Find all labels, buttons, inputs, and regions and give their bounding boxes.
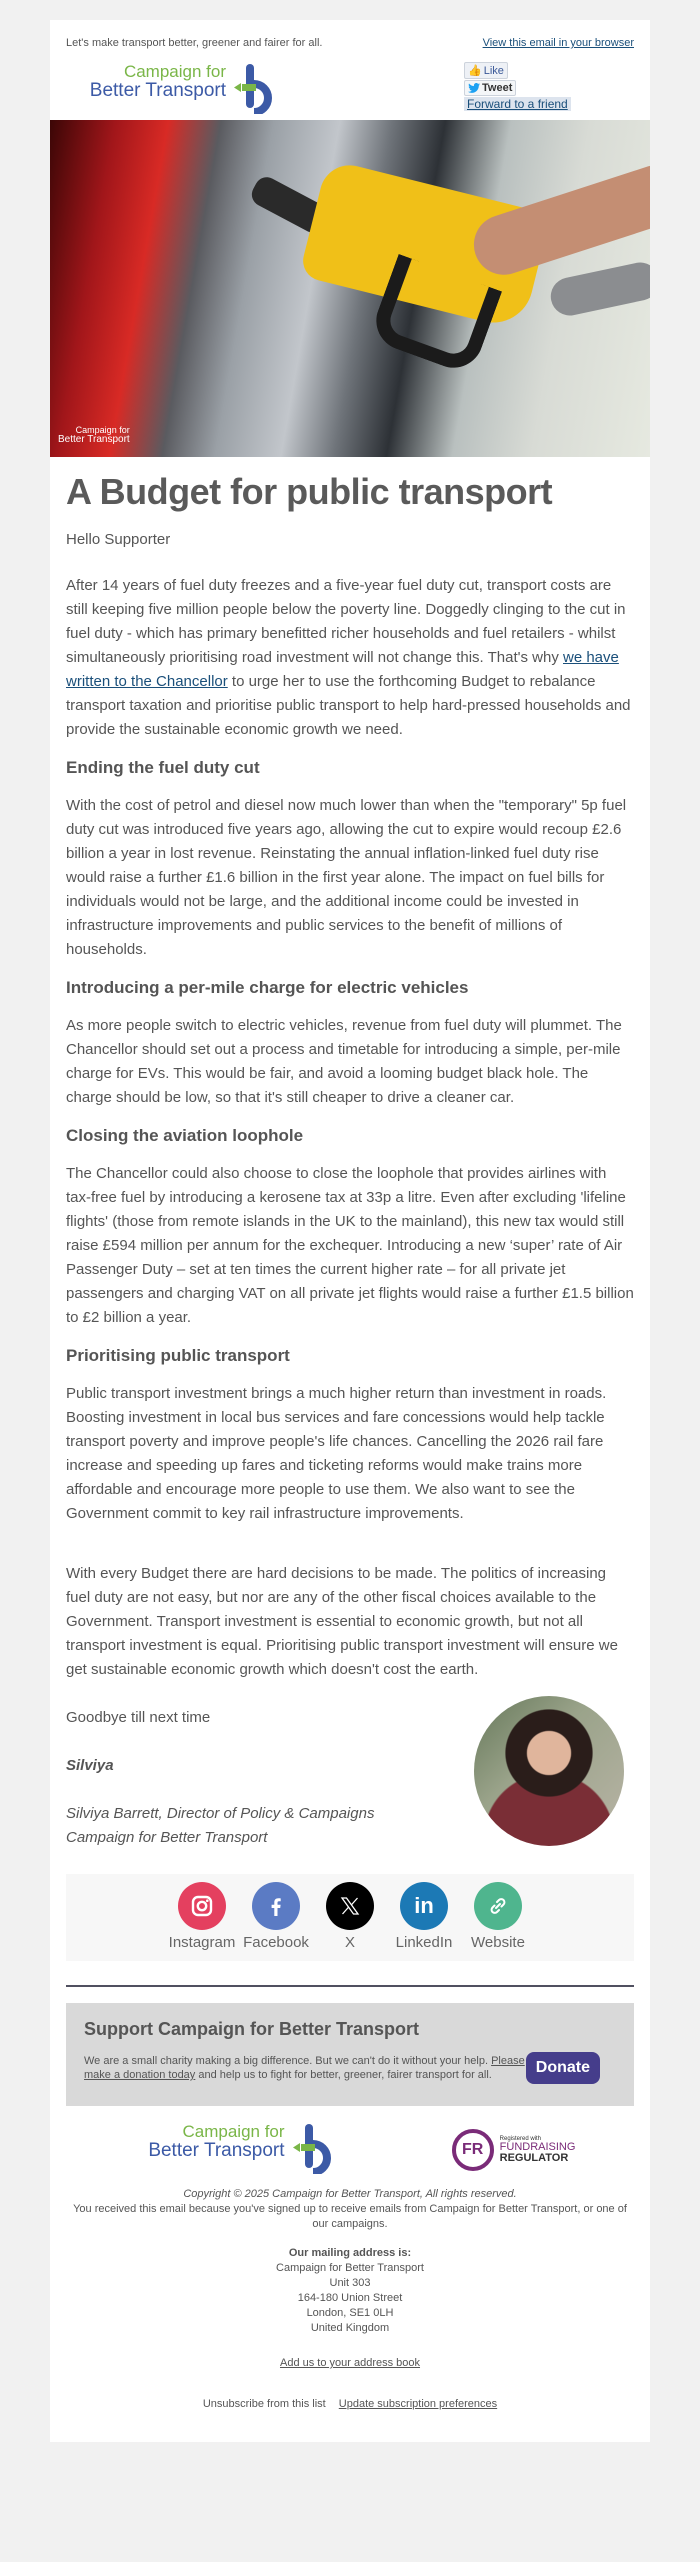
footer-logos [66,2106,634,2187]
signup-reason: You received this email because you've signed up to receive emails from Campaign for Better Transport, or one of our campaigns. [73,2203,627,2230]
signoff [66,1696,634,1850]
address-line: London, SE1 0LH [306,2307,394,2319]
fr-line1: Registered with [499,2135,542,2142]
support-text [84,2054,526,2082]
social-linkedin[interactable] [392,1882,456,1951]
signature-name: Silviya [66,1757,114,1774]
support-text-1: We are a small charity making a big difference. But we can't do it without your help. [84,2055,492,2067]
social-label: Instagram [168,1934,236,1951]
signer-avatar [474,1696,624,1846]
instagram-icon [178,1882,226,1930]
preheader [50,20,650,50]
hero-watermark [58,425,130,445]
tagline: Let's make transport better, greener and fairer for all. [66,37,323,49]
footer-links [66,2397,634,2412]
signer-title: Silviya Barrett, Director of Policy & Campaigns [66,1805,375,1822]
logo-line2: Better Transport [148,2140,285,2161]
address-line: 164-180 Union Street [297,2292,403,2304]
address-line: Campaign for Better Transport [276,2262,424,2274]
watermark-line2: Better Transport [58,434,130,445]
social-label: Website [471,1934,525,1951]
fundraising-regulator-badge[interactable] [452,2129,576,2171]
linkedin-icon: in [400,1882,448,1930]
logo-b-icon [234,64,276,114]
thumbs-up-icon: 👍 [468,65,482,77]
article-title: A Budget for public transport [66,471,553,512]
fr-badge-icon: FR [452,2129,494,2171]
fuel-hose [547,259,650,319]
intro-paragraph [66,574,634,742]
watermark-line1: Campaign for [75,425,130,435]
tweet-label: Tweet [482,82,513,94]
social-label: Facebook [243,1934,309,1951]
section-text-public-transport: Public transport investment brings a much higher return than investment in roads. Boosting investment in local bus services and fare concessions would help tackle transport poverty and improve people's life chances. Cancelling the 2026 rail fare increase and speeding up fares and ticketing reforms would make trains more affordable and encourage more people to use them. We also want to see the Government commit to key rail infrastructure improvements. [66,1385,607,1522]
intro-text-1: After 14 years of fuel duty freezes and a five-year fuel duty cut, transport costs are still keeping five million people below the poverty line. Doggedly clinging to the cut in fuel duty - which has primary benefitted richer households and fuel retailers - whilst simultaneously prioritising road investment will not change this. That's why [66,577,626,666]
closing-paragraph: With every Budget there are hard decisions to be made. The politics of increasing fuel duty are not easy, but nor are any of the other fiscal choices available to the Government. Transport investment is essential to economic growth, but not all transport investment is equal. Prioritising public transport investment will ensure we get sustainable economic growth which doesn't cost the earth. [66,1565,618,1678]
logo-line2: Better Transport [89,80,226,101]
section-text-aviation: The Chancellor could also choose to close the loophole that provides airlines with tax-free fuel by introducing a kerosene tax at 33p a litre. Even after excluding 'lifeline flights' (those from remote islands in the UK to the mainland), this new tax would still raise £594 million per annum for the exchequer. Introducing a new ‘super’ rate of Air Passenger Duty – set at ten times the current higher rate – for all private jet passengers and charging VAT on all private jet flights would raise a further £1.5 billion to £2 billion a year. [66,1165,634,1326]
logo-line1: Campaign for [123,62,226,81]
fr-text [500,2136,576,2164]
like-button[interactable] [464,62,508,79]
social-x[interactable] [318,1882,382,1951]
unsubscribe-link[interactable]: Unsubscribe from this list [202,2398,326,2410]
article-body [50,471,650,2412]
fr-line2: FUNDRAISING [499,2140,576,2153]
share-buttons [464,62,634,112]
forward-to-friend-link[interactable]: Forward to a friend [464,97,571,111]
support-box [66,2003,634,2106]
intro-text-2: to urge her to use the forthcoming Budget to rebalance transport taxation and prioritise public transport to help hard-pressed households and provide the sustainable economic growth we need. [66,673,631,738]
address-line: United Kingdom [310,2322,390,2334]
support-text-2: and help us to fight for better, greener, fairer transport for all. [195,2069,492,2081]
spacer [66,1540,634,1562]
chancellor-letter-link[interactable]: we have written to the Chancellor [66,649,619,690]
social-links [66,1874,634,1961]
footer [66,2187,634,2412]
social-label: X [344,1934,355,1951]
copyright: Copyright © 2025 Campaign for Better Transport, All rights reserved. [183,2188,517,2200]
logo-b-icon [293,2124,335,2174]
campaign-logo[interactable] [66,62,276,117]
fr-line3: REGULATOR [499,2151,569,2164]
twitter-bird-icon [468,83,480,93]
hand-arm [466,157,650,282]
email-container [50,20,650,2442]
section-heading-ev-charge: Introducing a per-mile charge for electric vehicles [66,978,469,997]
social-website[interactable] [466,1882,530,1951]
header [50,50,650,120]
x-icon [326,1882,374,1930]
greeting: Hello Supporter [66,531,171,548]
hero-image-fuel-pump [50,120,650,457]
section-heading-fuel-duty: Ending the fuel duty cut [66,758,260,777]
like-label: Like [483,64,504,77]
social-instagram[interactable] [170,1882,234,1951]
donation-link[interactable]: Please make a donation today [84,2055,525,2081]
section-text-fuel-duty: With the cost of petrol and diesel now much lower than when the "temporary" 5p fuel duty cut was introduced five years ago, allowing the cut to expire would recoup £2.6 billion a year in lost revenue. Reinstating the annual inflation-linked fuel duty rise would raise a further £1.6 billion in the first year alone. The impact on fuel bills for individuals would not be large, and the additional income could be invested in infrastructure improvements and public services to the benefit of millions of households. [66,797,627,958]
divider [66,1985,634,1987]
tweet-button[interactable] [464,80,516,96]
signoff-text [66,1696,374,1850]
goodbye: Goodbye till next time [66,1709,211,1726]
section-heading-public-transport: Prioritising public transport [66,1346,290,1365]
donate-button[interactable]: Donate [526,2052,600,2084]
section-heading-aviation: Closing the aviation loophole [66,1126,304,1145]
update-preferences-link[interactable]: Update subscription preferences [338,2398,498,2410]
social-label: LinkedIn [395,1934,453,1951]
section-text-ev-charge: As more people switch to electric vehicles, revenue from fuel duty will plummet. The Chancellor should set out a process and timetable for introducing a simple, per-mile charge for EVs. This would be fair, and avoid a looming budget black hole. The charge should be low, so that it's still cheaper to drive a cleaner car. [66,1017,622,1106]
support-heading: Support Campaign for Better Transport [84,2019,420,2039]
address-label: Our mailing address is: [288,2247,412,2259]
view-in-browser-link[interactable]: View this email in your browser [482,37,634,49]
signer-org: Campaign for Better Transport [66,1829,268,1846]
support-row [84,2052,616,2084]
address-line: Unit 303 [329,2277,371,2289]
footer-campaign-logo[interactable] [125,2122,335,2177]
logo-line1: Campaign for [182,2122,285,2141]
link-icon [474,1882,522,1930]
add-address-book-link[interactable]: Add us to your address book [279,2357,421,2369]
facebook-icon [252,1882,300,1930]
social-facebook[interactable] [244,1882,308,1951]
